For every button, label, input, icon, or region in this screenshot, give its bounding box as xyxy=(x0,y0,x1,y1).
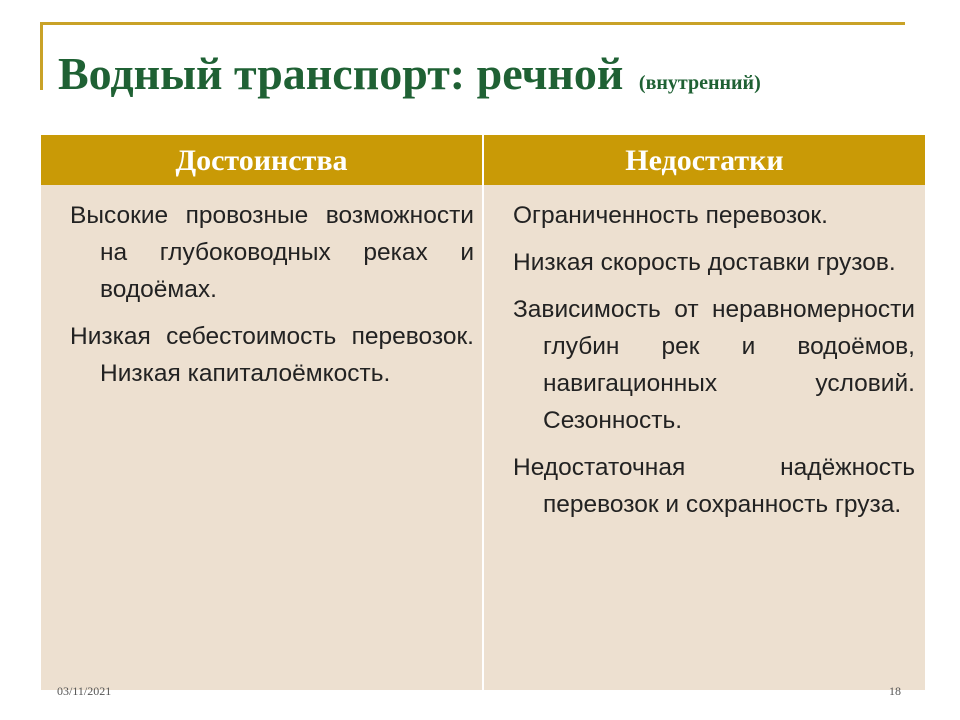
disadvantage-item: Ограниченность перевозок. xyxy=(513,202,828,229)
advantage-item: Высокие провозные возможности на глубоководных реках и водоёмах. xyxy=(70,202,474,303)
slide-date: 03/11/2021 xyxy=(57,684,112,698)
title-frame-top xyxy=(40,22,905,25)
header-disadvantages: Недостатки xyxy=(484,135,925,185)
comparison-table xyxy=(41,135,925,690)
disadvantage-item: Недостаточная надёжность перевозок и сохранность груза. xyxy=(513,454,915,518)
slide-title-text: Водный транспорт: речной xyxy=(58,48,624,99)
slide-page-number: 18 xyxy=(889,684,901,698)
advantage-item: Низкая себестоимость перевозок. Низкая капиталоёмкость. xyxy=(70,323,474,387)
slide-subtitle: (внутренний) xyxy=(638,72,761,94)
advantages-column xyxy=(70,197,474,402)
header-advantages: Достоинства xyxy=(41,135,482,185)
slide-title xyxy=(58,44,938,113)
column-divider xyxy=(482,135,484,690)
title-frame-left xyxy=(40,22,43,90)
disadvantages-column xyxy=(513,197,915,533)
disadvantage-item: Зависимость от неравномерности глубин рек и водоёмов, навигационных условий. Сезонность. xyxy=(513,296,915,434)
disadvantage-item: Низкая скорость доставки грузов. xyxy=(513,249,896,276)
